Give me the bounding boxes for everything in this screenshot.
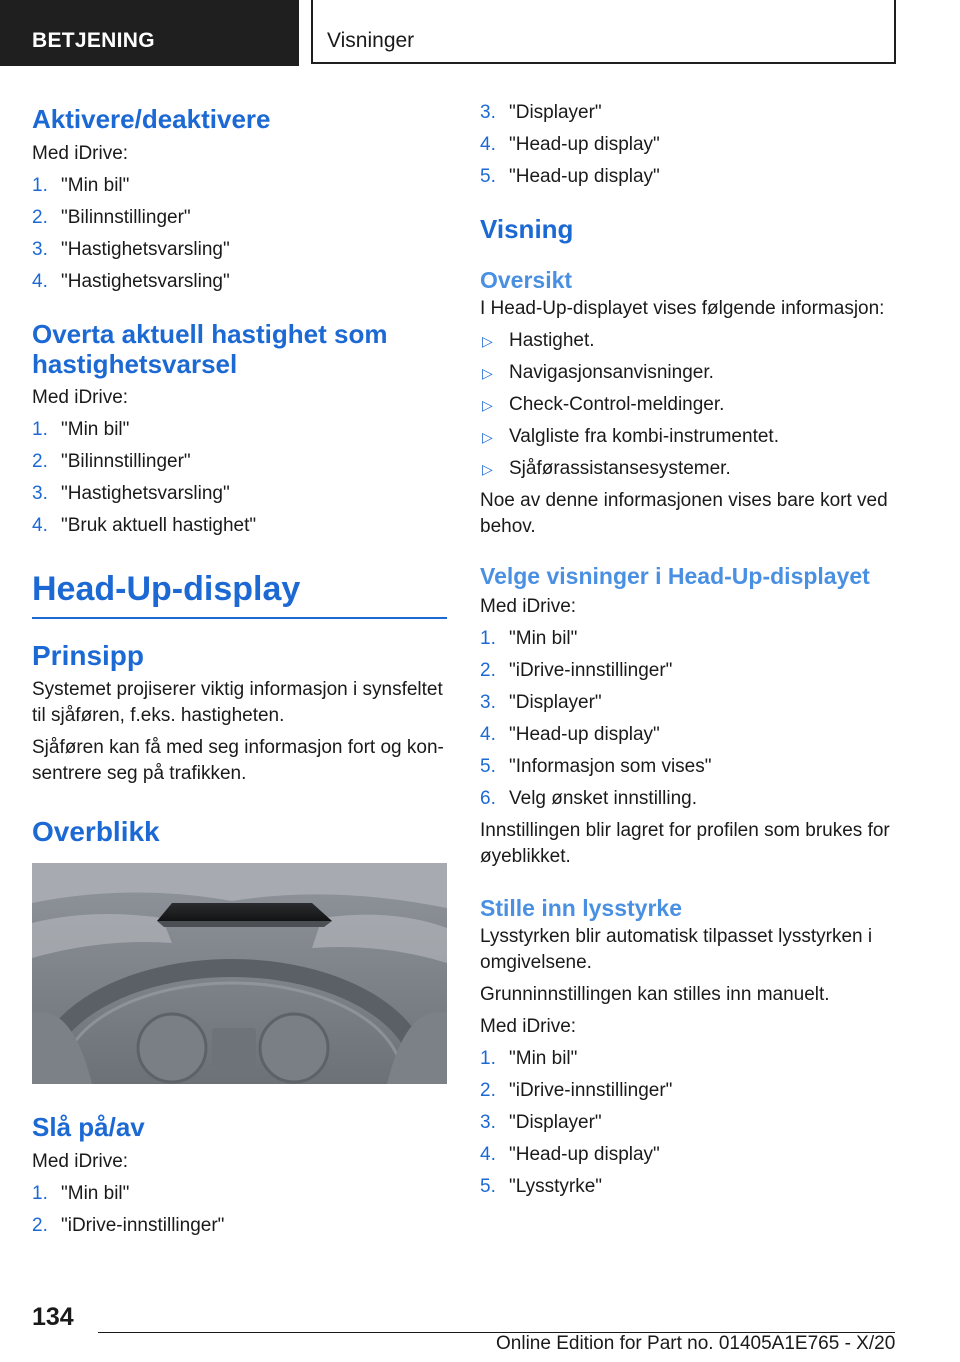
intro-text: Med iDrive: [32, 1151, 129, 1172]
list-item: 4. "Bruk aktuell hastighet" [32, 515, 257, 536]
list-item: ▷ Valgliste fra kombi-instrumentet. [480, 424, 895, 450]
body-text: Grunninnstillingen kan stilles inn manuelt. [480, 984, 830, 1005]
section-heading: Overta aktuell hastighet som hastighetsvarsel [32, 319, 388, 379]
page-header [0, 0, 960, 66]
list-item: 6. Velg ønsket innstilling. [480, 788, 697, 809]
body-text: Innstillingen blir lagret for profilen som brukes for øyeblikket. [480, 820, 890, 867]
intro-text: I Head-Up-displayet vises følgende informasjon: [480, 298, 885, 319]
intro-text: Med iDrive: [480, 1016, 577, 1037]
oversikt-section [480, 266, 895, 540]
overta-section [32, 319, 447, 539]
step-list [32, 417, 447, 539]
list-item: 2. "Bilinnstillinger" [32, 451, 191, 472]
list-item: 1. "Min bil" [480, 628, 578, 649]
bullet-list [480, 328, 895, 482]
prinsipp-section [32, 641, 447, 787]
step-list [480, 1046, 895, 1200]
list-item: 1. "Min bil" [480, 1048, 578, 1069]
section-heading: Aktivere/deaktivere [32, 104, 271, 134]
chapter-heading: Head-Up-display [32, 569, 447, 619]
intro-text: Med iDrive: [32, 387, 129, 408]
list-item: 3. "Hastighetsvarsling" [32, 239, 230, 260]
list-item: 3. "Hastighetsvarsling" [32, 483, 230, 504]
list-item: 4. "Head-up display" [480, 724, 660, 745]
subsection-heading: Velge visninger i Head-Up-displayet [480, 563, 870, 589]
intro-text: Med iDrive: [480, 596, 577, 617]
list-item: 5. "Informasjon som vises" [480, 756, 712, 777]
body-text: Systemet projiserer viktig informasjon i synsfeltet til sjåføren, f.eks. hastigheten. [32, 679, 443, 726]
list-item: 5. "Head-up display" [480, 166, 660, 187]
section-heading: Slå på/av [32, 1112, 145, 1142]
chapter-title: Visninger [311, 0, 896, 64]
list-item: ▷ Sjåførassistansesystemer. [480, 456, 895, 482]
step-list [32, 1181, 447, 1239]
list-item: 4. "Hastighetsvarsling" [32, 271, 230, 292]
step-list-continued [480, 100, 895, 190]
triangle-bullet-icon: ▷ [482, 333, 493, 349]
body-text: Lysstyrken blir automatisk tilpasset lysstyrken i omgivelsene. [480, 926, 873, 973]
slaa-section [32, 1112, 447, 1239]
section-tab: BETJENING [0, 0, 299, 66]
list-item: 3. "Displayer" [480, 102, 602, 123]
body-text: Sjåføren kan få med seg informasjon fort og kon- sentrere seg på trafikken. [32, 737, 444, 784]
list-item: 5. "Lysstyrke" [480, 1176, 603, 1197]
right-column [480, 96, 895, 1200]
page-number: 134 [32, 1303, 74, 1331]
dashboard-image [32, 863, 447, 1084]
list-item: 2. "iDrive-innstillinger" [480, 1080, 673, 1101]
section-heading: Prinsipp [32, 640, 145, 671]
list-item: 1. "Min bil" [32, 1183, 130, 1204]
list-item: 4. "Head-up display" [480, 134, 660, 155]
page-footer [0, 1295, 960, 1362]
triangle-bullet-icon: ▷ [482, 397, 493, 413]
left-column [32, 96, 447, 1239]
section-heading: Overblikk [32, 816, 160, 847]
dashboard-illustration [32, 863, 447, 1084]
edition-text: Online Edition for Part no. 01405A1E765 - X/20 [496, 1333, 896, 1354]
lysstyrke-section [480, 894, 895, 1200]
aktivere-section [32, 104, 447, 295]
triangle-bullet-icon: ▷ [482, 365, 493, 381]
section-heading: Visning [480, 214, 574, 244]
subsection-heading: Stille inn lysstyrke [480, 895, 682, 921]
triangle-bullet-icon: ▷ [482, 429, 493, 445]
body-text: Noe av denne informasjonen vises bare kort ved behov. [480, 490, 888, 537]
list-item: 3. "Displayer" [480, 692, 602, 713]
list-item: 2. "iDrive-innstillinger" [480, 660, 673, 681]
velge-section [480, 562, 895, 870]
list-item: 4. "Head-up display" [480, 1144, 660, 1165]
list-item: ▷ Check-Control-meldinger. [480, 392, 895, 418]
list-item: 2. "iDrive-innstillinger" [32, 1215, 225, 1236]
triangle-bullet-icon: ▷ [482, 461, 493, 477]
subsection-heading: Oversikt [480, 267, 573, 293]
list-item: 3. "Displayer" [480, 1112, 602, 1133]
list-item: ▷ Navigasjonsanvisninger. [480, 360, 895, 386]
list-item: ▷ Hastighet. [480, 328, 895, 354]
list-item: 1. "Min bil" [32, 175, 130, 196]
intro-text: Med iDrive: [32, 143, 129, 164]
list-item: 2. "Bilinnstillinger" [32, 207, 191, 228]
step-list [480, 626, 895, 812]
list-item: 1. "Min bil" [32, 419, 130, 440]
step-list [32, 173, 447, 295]
